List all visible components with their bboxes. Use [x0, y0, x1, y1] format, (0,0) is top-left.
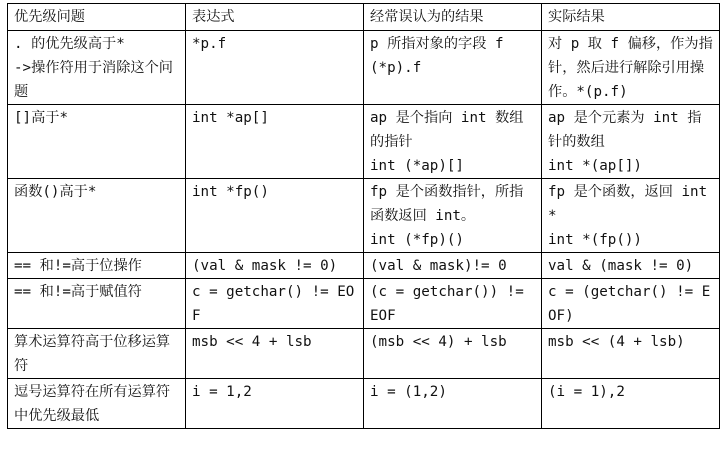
expression-cell: (val & mask != 0) — [186, 253, 364, 279]
expression-cell: i = 1,2 — [186, 379, 364, 429]
problem-cell: 函数()高于* — [8, 179, 186, 253]
actual-cell: val & (mask != 0) — [542, 253, 720, 279]
mistaken-cell: p 所指对象的字段 f (*p).f — [364, 31, 542, 105]
table-row — [8, 379, 720, 429]
expression-cell: c = getchar() != EOF — [186, 279, 364, 329]
actual-cell: ap 是个元素为 int 指针的数组 int *(ap[]) — [542, 105, 720, 179]
problem-cell: == 和!=高于位操作 — [8, 253, 186, 279]
header-expression: 表达式 — [186, 4, 364, 31]
mistaken-cell: ap 是个指向 int 数组的指针 int (*ap)[] — [364, 105, 542, 179]
table-row — [8, 31, 720, 105]
expression-cell: int *fp() — [186, 179, 364, 253]
actual-cell: 对 p 取 f 偏移，作为指针，然后进行解除引用操作。*(p.f) — [542, 31, 720, 105]
mistaken-cell: i = (1,2) — [364, 379, 542, 429]
mistaken-cell: (c = getchar()) != EOF — [364, 279, 542, 329]
actual-cell: msb << (4 + lsb) — [542, 329, 720, 379]
precedence-table — [7, 3, 720, 429]
problem-cell: . 的优先级高于* ->操作符用于消除这个问题 — [8, 31, 186, 105]
actual-cell: (i = 1),2 — [542, 379, 720, 429]
expression-cell: msb << 4 + lsb — [186, 329, 364, 379]
table-row — [8, 279, 720, 329]
table-row — [8, 253, 720, 279]
mistaken-cell: (val & mask)!= 0 — [364, 253, 542, 279]
mistaken-cell: (msb << 4) + lsb — [364, 329, 542, 379]
problem-cell: 逗号运算符在所有运算符中优先级最低 — [8, 379, 186, 429]
table-row — [8, 105, 720, 179]
header-mistaken-result: 经常误认为的结果 — [364, 4, 542, 31]
table-row — [8, 329, 720, 379]
mistaken-cell: fp 是个函数指针，所指函数返回 int。 int (*fp)() — [364, 179, 542, 253]
expression-cell: *p.f — [186, 31, 364, 105]
actual-cell: c = (getchar() != EOF) — [542, 279, 720, 329]
problem-cell: 算术运算符高于位移运算符 — [8, 329, 186, 379]
problem-cell: == 和!=高于赋值符 — [8, 279, 186, 329]
problem-cell: []高于* — [8, 105, 186, 179]
header-row — [8, 4, 720, 31]
table-row — [8, 179, 720, 253]
header-actual-result: 实际结果 — [542, 4, 720, 31]
expression-cell: int *ap[] — [186, 105, 364, 179]
header-problem: 优先级问题 — [8, 4, 186, 31]
actual-cell: fp 是个函数，返回 int * int *(fp()) — [542, 179, 720, 253]
